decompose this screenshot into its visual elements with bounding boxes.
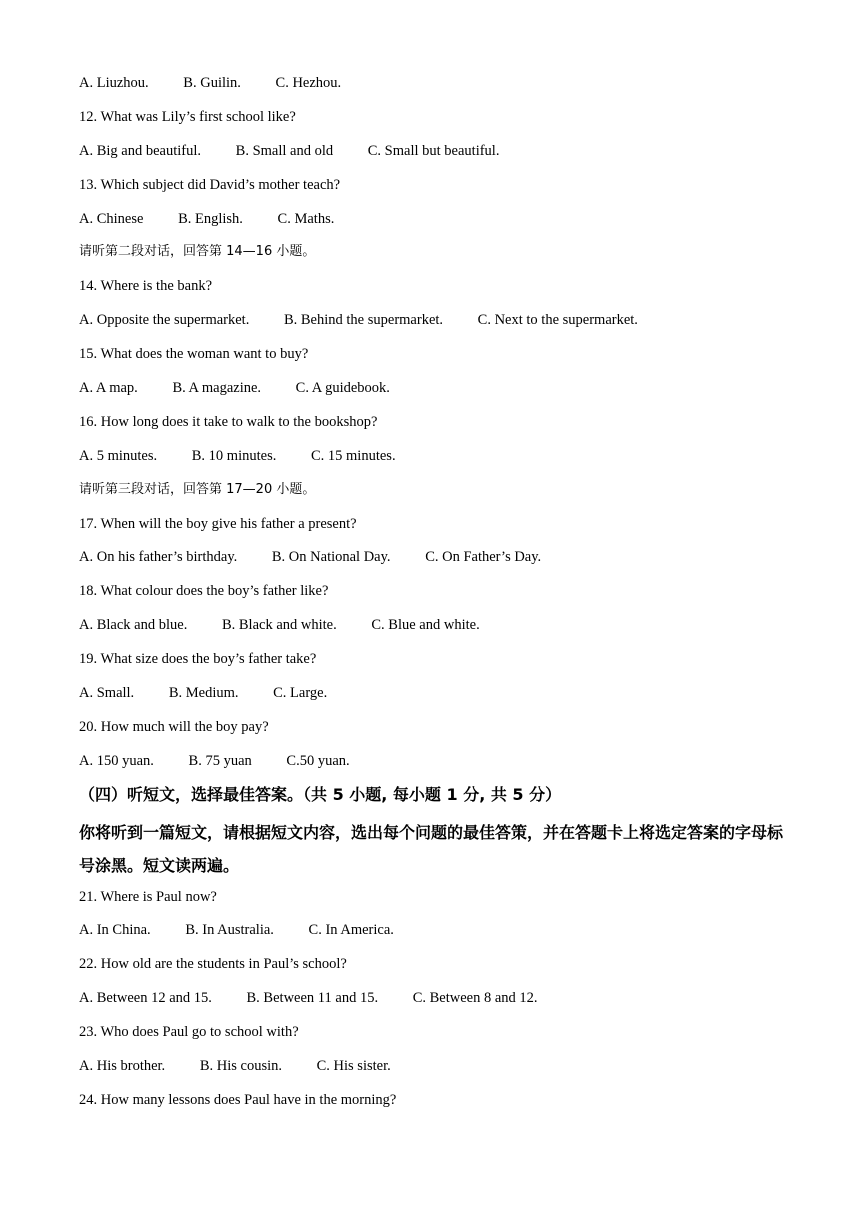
question-12: 12. What was Lily’s first school like? [79, 108, 296, 125]
option-b: B. A magazine. [172, 380, 262, 397]
options-line-q14 [79, 307, 809, 341]
options-line-q18 [79, 612, 809, 646]
question-14: 14. Where is the bank? [79, 278, 213, 295]
option-c: C.50 yuan. [286, 752, 350, 769]
options-line-q21 [79, 917, 809, 951]
question-17: 17. When will the boy give his father a present? [79, 515, 357, 532]
option-a: A. Chinese [79, 210, 144, 227]
question-20: 20. How much will the boy pay? [79, 718, 269, 735]
options-line-q15 [79, 375, 809, 409]
option-b: B. In Australia. [185, 922, 274, 939]
option-c: C. Next to the supermarket. [477, 312, 638, 329]
option-a: A. 150 yuan. [79, 752, 154, 769]
section-four-title: （四）听短文，选择最佳答案。（共 5 小题, 每小题 1 分, 共 5 分） [79, 784, 562, 804]
option-b: B. Medium. [168, 685, 239, 702]
option-a: A. A map. [79, 380, 138, 397]
option-a: A. Liuzhou. [79, 75, 149, 91]
option-b: B. His cousin. [199, 1058, 282, 1075]
option-b: B. English. [178, 210, 243, 227]
options-line-q23 [79, 1053, 809, 1087]
question-16: 16. How long does it take to walk to the bookshop? [79, 413, 378, 430]
option-c: C. On Father’s Day. [425, 549, 542, 566]
question-22: 22. How old are the students in Paul’s school? [79, 956, 347, 973]
options-line-q13 [79, 206, 809, 240]
question-18: 18. What colour does the boy’s father like? [79, 583, 329, 600]
options-line-q19 [79, 680, 809, 714]
question-24: 24. How many lessons does Paul have in the morning? [79, 1091, 397, 1108]
options-line-q22 [79, 985, 809, 1019]
option-b: B. Small and old [235, 142, 334, 159]
question-15: 15. What does the woman want to buy? [79, 346, 309, 363]
option-b: B. Guilin. [183, 75, 241, 91]
option-b: B. On National Day. [271, 549, 391, 566]
option-b: B. Behind the supermarket. [283, 312, 444, 329]
option-a: A. Small. [79, 685, 135, 702]
option-c: C. A guidebook. [295, 380, 390, 397]
instruction-dialogue-3: 请听第三段对话，回答第 17—20 小题。 [79, 481, 316, 497]
option-a: A. His brother. [79, 1058, 166, 1075]
option-c: C. Hezhou. [275, 75, 342, 91]
section-four-instructions: 你将听到一篇短文，请根据短文内容，选出每个问题的最佳答策，并在答题卡上将选定答案的字母标号涂黑。短文读两遍。 [79, 822, 784, 876]
option-b: B. 10 minutes. [191, 447, 277, 464]
option-a: A. 5 minutes. [79, 447, 158, 464]
exam-page [79, 70, 809, 1121]
question-19: 19. What size does the boy’s father take? [79, 651, 317, 668]
option-a: A. On his father’s birthday. [79, 549, 238, 566]
option-c: C. Maths. [277, 210, 335, 227]
option-a: A. Opposite the supermarket. [79, 312, 250, 329]
options-line-q16 [79, 443, 809, 477]
option-c: C. Blue and white. [371, 617, 480, 634]
option-c: C. In America. [308, 922, 394, 939]
option-c: C. Small but beautiful. [367, 142, 500, 159]
option-a: A. In China. [79, 922, 151, 939]
question-21: 21. Where is Paul now? [79, 888, 217, 905]
option-a: A. Big and beautiful. [79, 142, 202, 159]
option-c: C. His sister. [316, 1058, 391, 1075]
instruction-dialogue-2: 请听第二段对话，回答第 14—16 小题。 [79, 244, 316, 260]
question-13: 13. Which subject did David’s mother teach? [79, 176, 341, 193]
option-a: A. Between 12 and 15. [79, 990, 212, 1007]
option-c: C. 15 minutes. [310, 447, 396, 464]
option-c: C. Large. [273, 685, 328, 702]
option-a: A. Black and blue. [79, 617, 188, 634]
question-23: 23. Who does Paul go to school with? [79, 1024, 299, 1041]
options-line-q12 [79, 138, 809, 172]
option-b: B. Between 11 and 15. [246, 990, 379, 1007]
options-line-q11 [79, 70, 809, 104]
option-b: B. 75 yuan [188, 752, 252, 769]
options-line-q20 [79, 748, 809, 782]
options-line-q17 [79, 544, 809, 578]
option-b: B. Black and white. [221, 617, 337, 634]
option-c: C. Between 8 and 12. [412, 990, 538, 1007]
